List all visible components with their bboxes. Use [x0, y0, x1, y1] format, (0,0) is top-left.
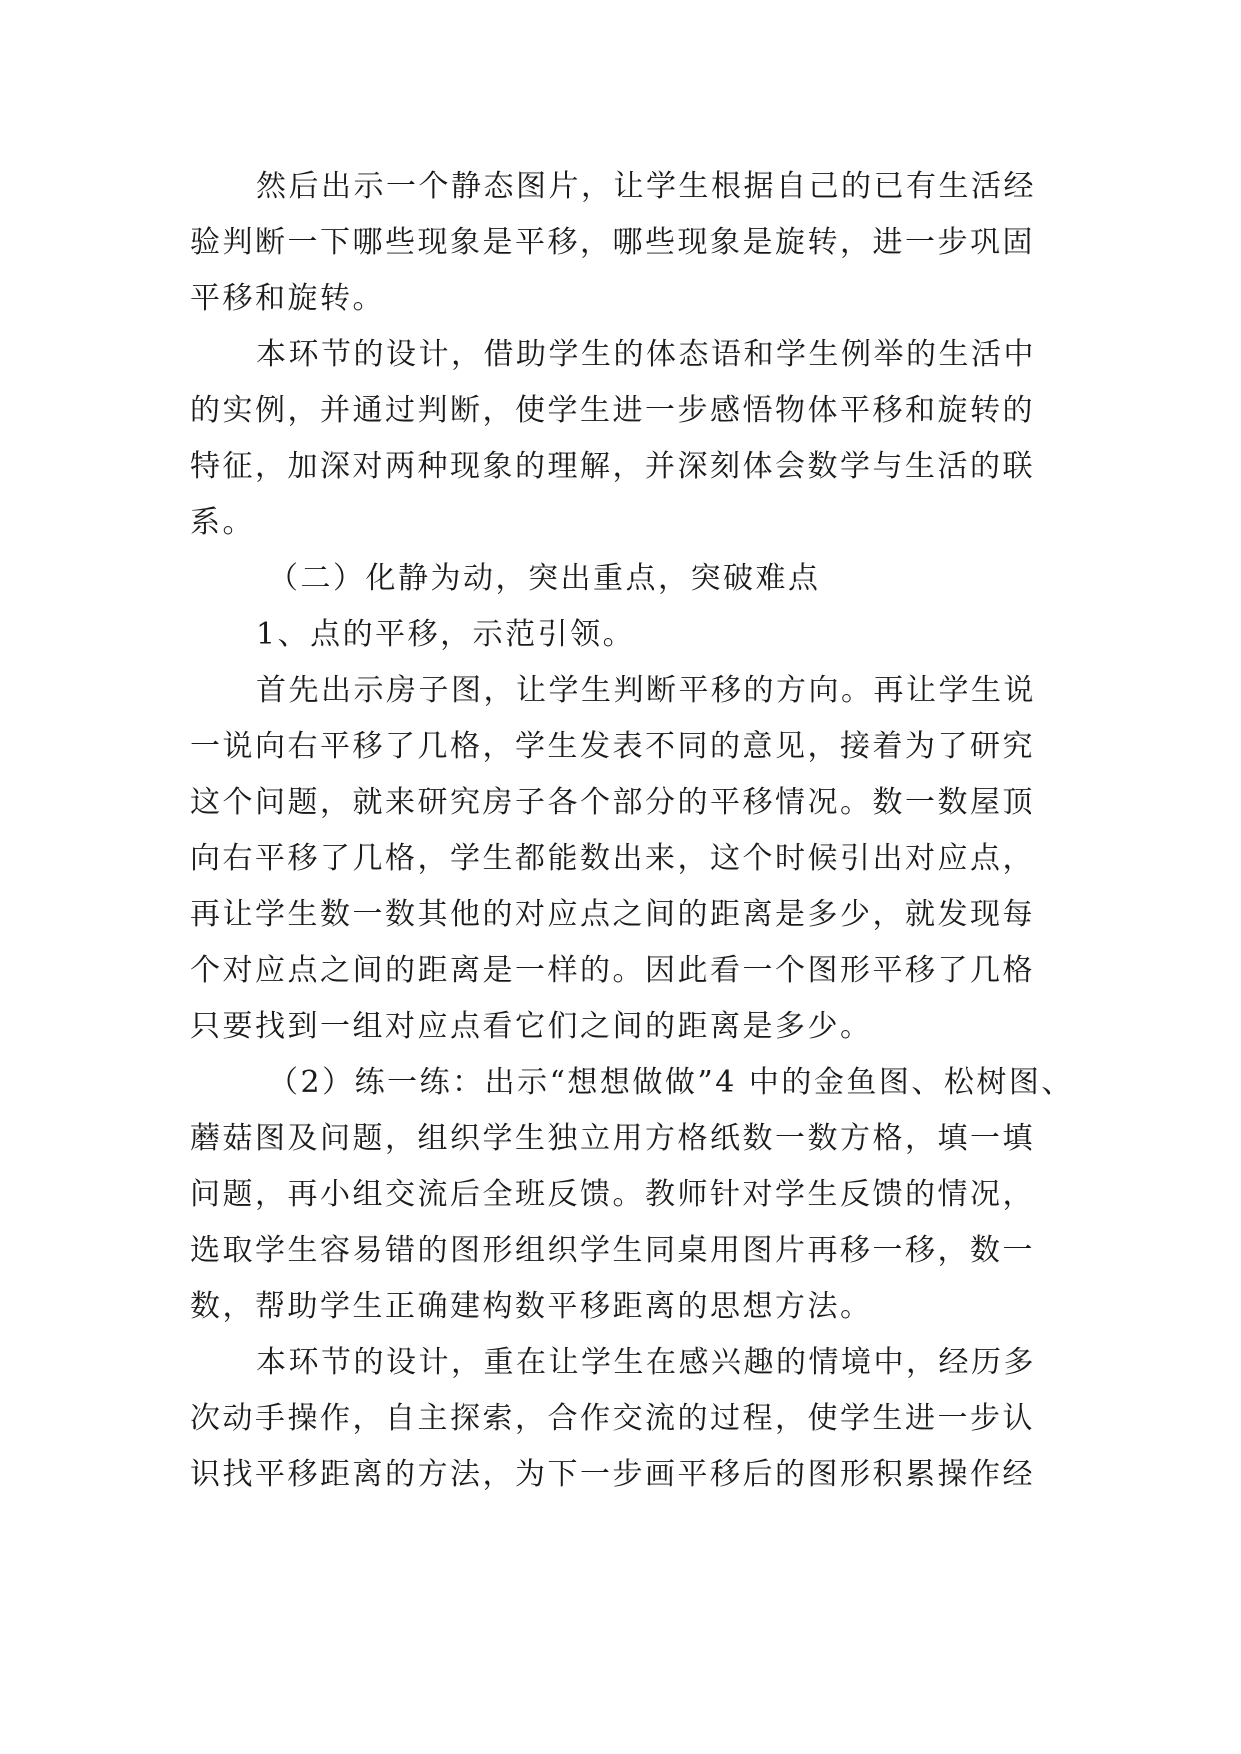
text-line: 问题，再小组交流后全班反馈。教师针对学生反馈的情况，	[190, 1177, 1035, 1212]
text-line: 选取学生容易错的图形组织学生同桌用图片再移一移，数一	[190, 1233, 1035, 1268]
text-line: 识找平移距离的方法，为下一步画平移后的图形积累操作经	[190, 1457, 1035, 1492]
text-line: 平移和旋转。	[190, 281, 385, 316]
text-line: 这个问题，就来研究房子各个部分的平移情况。数一数屋顶	[190, 785, 1035, 820]
text-line: 的实例，并通过判断，使学生进一步感悟物体平移和旋转的	[190, 393, 1035, 428]
text-line: 一说向右平移了几格，学生发表不同的意见，接着为了研究	[190, 729, 1035, 764]
text-line: 向右平移了几格，学生都能数出来，这个时候引出对应点，	[190, 841, 1035, 876]
text-line: 然后出示一个静态图片，让学生根据自己的已有生活经	[256, 169, 1036, 204]
text-line: 首先出示房子图，让学生判断平移的方向。再让学生说	[256, 673, 1036, 708]
subsection-heading: 1、点的平移，示范引领。	[256, 617, 636, 652]
section-heading: （二）化静为动，突出重点，突破难点	[268, 561, 821, 596]
text-line: 蘑菇图及问题，组织学生独立用方格纸数一数方格，填一填	[190, 1121, 1035, 1156]
text-line: 个对应点之间的距离是一样的。因此看一个图形平移了几格	[190, 953, 1035, 988]
text-line: 再让学生数一数其他的对应点之间的距离是多少，就发现每	[190, 897, 1035, 932]
text-line: （2）练一练：出示“想想做做”4 中的金鱼图、松树图、	[268, 1065, 1074, 1100]
text-line: 验判断一下哪些现象是平移，哪些现象是旋转，进一步巩固	[190, 225, 1035, 260]
text-line: 本环节的设计，重在让学生在感兴趣的情境中，经历多	[256, 1345, 1036, 1380]
text-line: 数，帮助学生正确建构数平移距离的思想方法。	[190, 1289, 873, 1324]
text-line: 本环节的设计，借助学生的体态语和学生例举的生活中	[256, 337, 1036, 372]
text-line: 系。	[190, 505, 255, 540]
text-line: 次动手操作，自主探索，合作交流的过程，使学生进一步认	[190, 1401, 1035, 1436]
text-line: 只要找到一组对应点看它们之间的距离是多少。	[190, 1009, 873, 1044]
text-line: 特征，加深对两种现象的理解，并深刻体会数学与生活的联	[190, 449, 1035, 484]
